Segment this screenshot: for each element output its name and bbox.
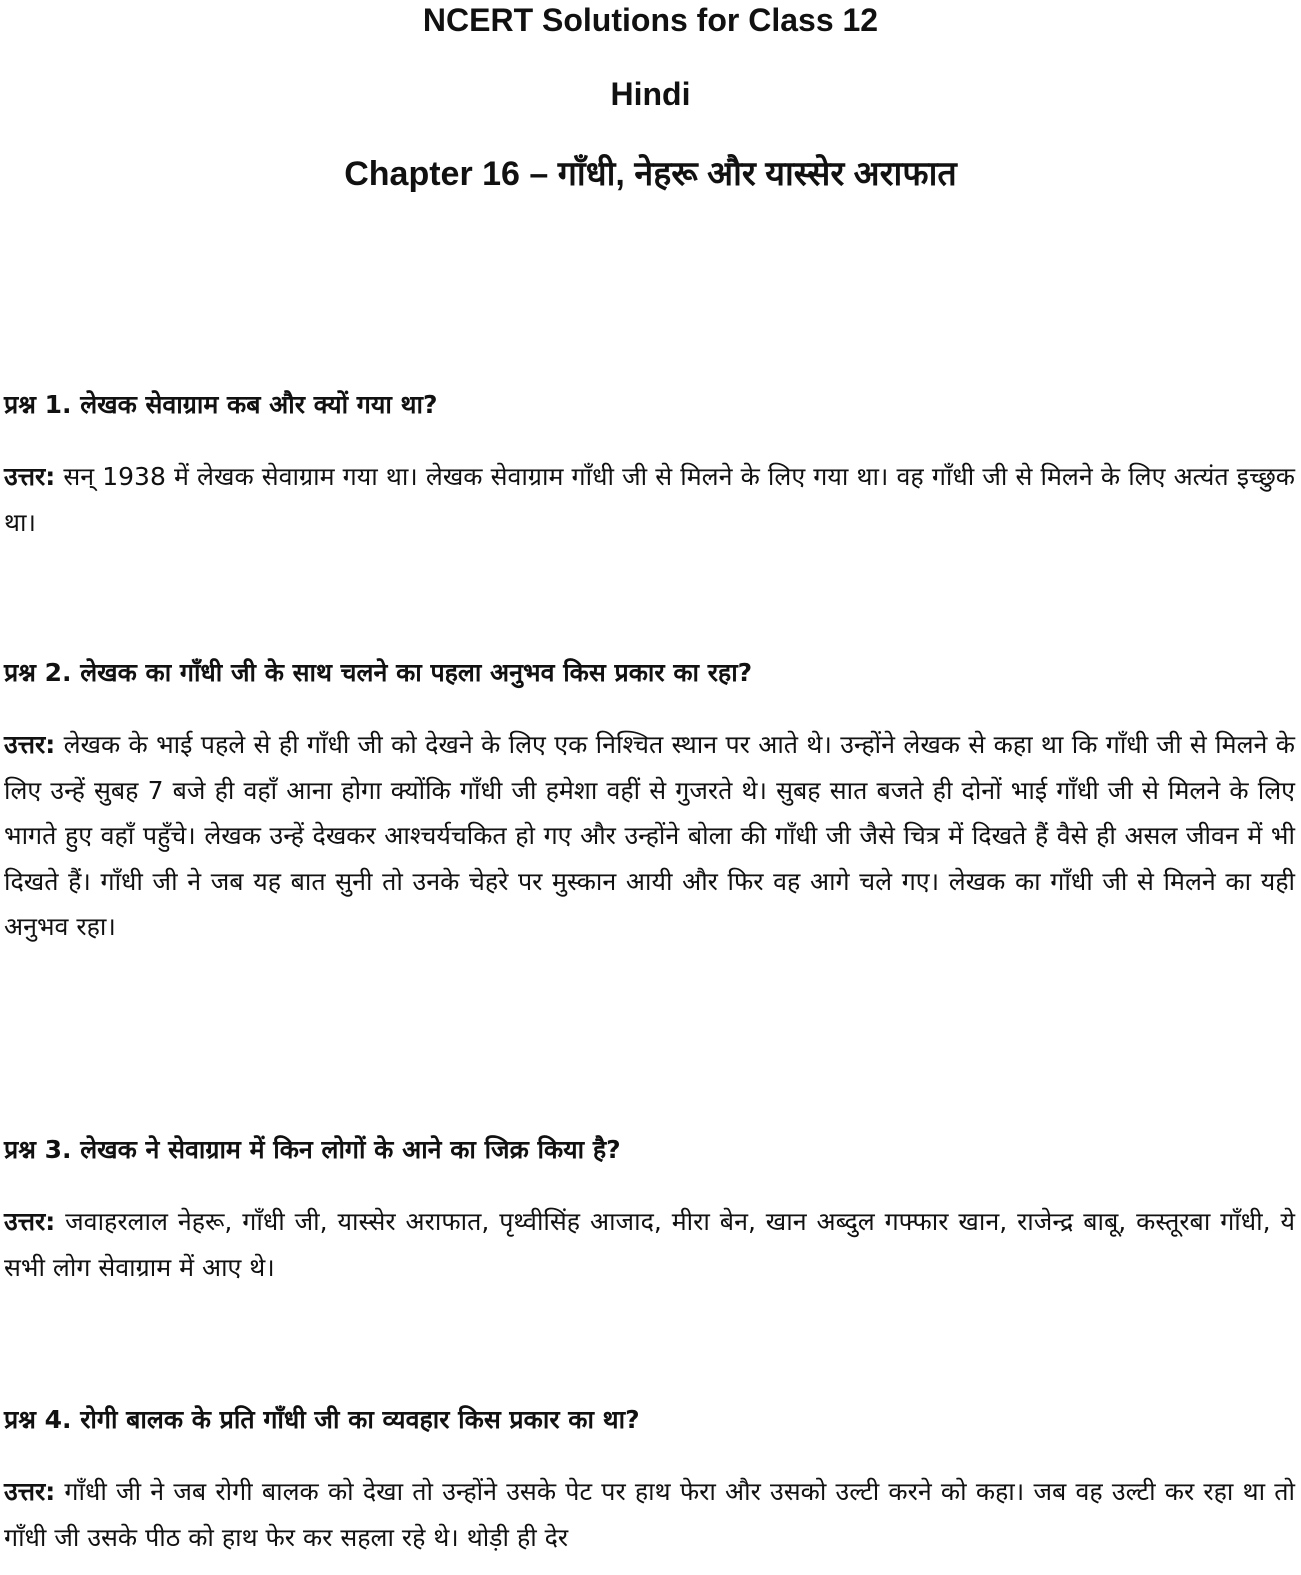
answer-text: जवाहरलाल नेहरू, गाँधी जी, यास्सेर अराफात, पृथ्वीसिंह आजाद, मीरा बेन, खान अब्दुल गफ्फार खान, राजेन्द्र बाबू, कस्तूरबा गाँधी, ये सभी लोग सेवाग्राम में आए थे। [4,1207,1295,1282]
question-3: प्रश्न 3. लेखक ने सेवाग्राम में किन लोगों के आने का जिक्र किया है? [4,1135,621,1164]
question-2: प्रश्न 2. लेखक का गाँधी जी के साथ चलने का पहला अनुभव किस प्रकार का रहा? [4,658,753,687]
document-title: NCERT Solutions for Class 12 [422,2,879,38]
answer-1 [4,454,1295,545]
answer-label: उत्तर: [4,730,56,759]
answer-4 [4,1469,1295,1560]
answer-label: उत्तर: [4,1207,56,1236]
question-answer-3 [4,1133,1295,1290]
question-answer-2 [4,656,1295,950]
question-answer-4 [4,1403,1295,1560]
answer-text: सन् 1938 में लेखक सेवाग्राम गया था। लेखक सेवाग्राम गाँधी जी से मिलने के लिए गया था। वह गाँधी जी से मिलने के लिए अत्यंत इच्छुक था। [4,462,1295,537]
question-4: प्रश्न 4. रोगी बालक के प्रति गाँधी जी का व्यवहार किस प्रकार का था? [4,1405,640,1434]
answer-2 [4,722,1295,950]
answer-text: लेखक के भाई पहले से ही गाँधी जी को देखने के लिए एक निश्चित स्थान पर आते थे। उन्होंने लेखक से कहा था कि गाँधी जी से मिलने के लिए उन्हें सुबह 7 बजे ही वहाँ आना होगा क्योंकि गाँधी जी हमेशा वहीं से गुजरते थे। सुबह सात बजते ही दोनों भाई गाँधी जी से मिलने के लिए भागते हुए वहाँ पहुँचे। लेखक उन्हें देखकर आश्चर्यचकित हो गए और उन्होंने बोला की गाँधी जी जैसे चित्र में दिखते हैं वैसे ही असल जीवन में भी दिखते हैं। गाँधी जी ने जब यह बात सुनी तो उनके चेहरे पर मुस्कान आयी और फिर वह आगे चले गए। लेखक का गाँधी जी से मिलने का यही अनुभव रहा। [4,730,1295,941]
answer-text: गाँधी जी ने जब रोगी बालक को देखा तो उन्होंने उसके पेट पर हाथ फेरा और उसको उल्टी करने को कहा। जब वह उल्टी कर रहा था तो गाँधी जी उसके पीठ को हाथ फेर कर सहला रहे थे। थोड़ी ही देर [4,1477,1295,1552]
chapter-title: Chapter 16 – गाँधी, नेहरू और यास्सेर अराफात [344,155,957,193]
question-1: प्रश्न 1. लेखक सेवाग्राम कब और क्यों गया था? [4,390,438,419]
answer-label: उत्तर: [4,1477,56,1506]
subject-title: Hindi [610,76,691,112]
answer-label: उत्तर: [4,462,56,491]
question-answer-1 [4,388,1295,545]
answer-3 [4,1199,1295,1290]
